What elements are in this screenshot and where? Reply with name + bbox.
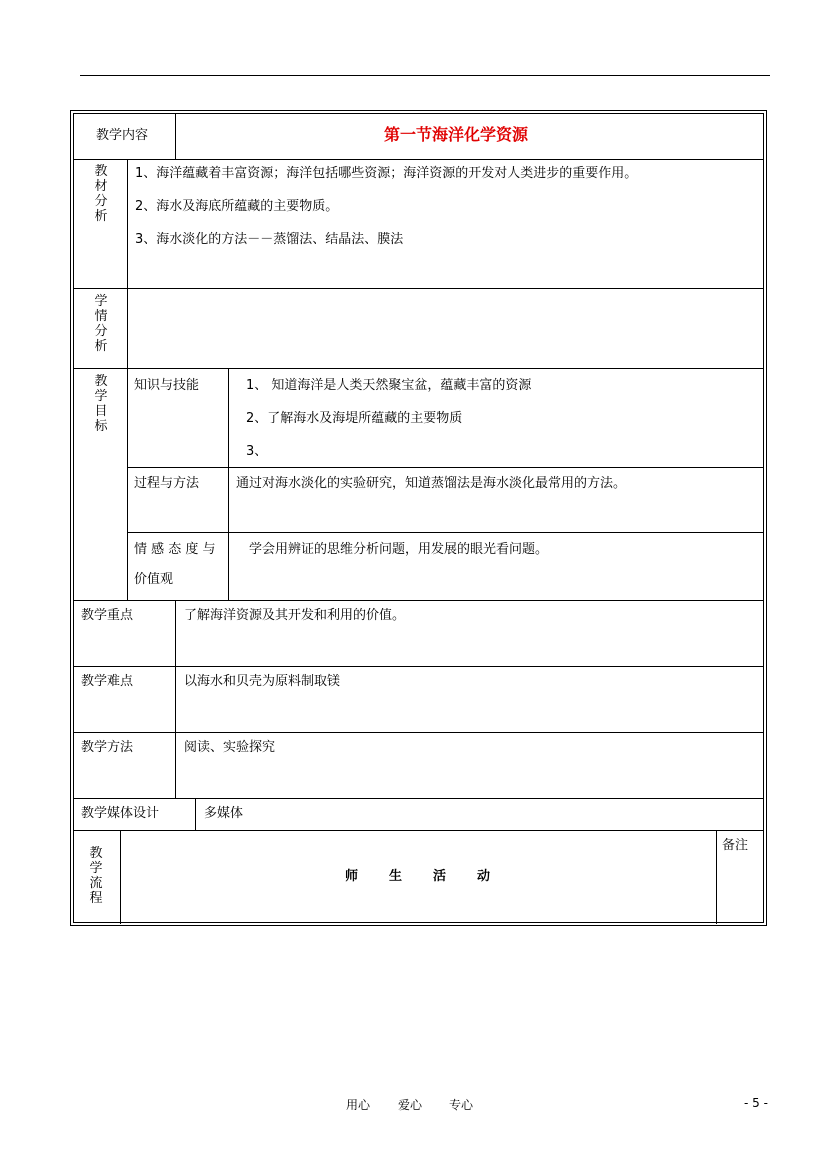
methods-label: 教学方法: [81, 740, 134, 755]
emotion-text: 学会用辨证的思维分析问题，用发展的眼光看问题。: [249, 542, 549, 557]
learner-label: 学情分析: [94, 294, 108, 354]
divider: [74, 600, 763, 601]
difficulties-text: 以海水和贝壳为原料制取镁: [184, 674, 341, 689]
divider: [74, 830, 763, 831]
flow-label: 教学流程: [89, 846, 103, 906]
media-label: 教学媒体设计: [81, 806, 160, 821]
divider: [74, 159, 763, 160]
divider: [127, 288, 128, 368]
activity-char-4: 动: [477, 869, 491, 884]
activity-char-3: 活: [433, 869, 447, 884]
knowledge-line-2: 2、了解海水及海堤所蕴藏的主要物质: [246, 411, 463, 426]
emotion-label-2: 价值观: [134, 572, 174, 587]
divider: [74, 666, 763, 667]
goals-label: 教学目标: [94, 374, 108, 434]
analysis-label: 教材分析: [94, 164, 108, 224]
divider: [74, 732, 763, 733]
divider: [175, 732, 176, 798]
analysis-line-1: 1、海洋蕴藏着丰富资源；海洋包括哪些资源；海洋资源的开发对人类进步的重要作用。: [135, 166, 638, 181]
process-text: 通过对海水淡化的实验研究，知道蒸馏法是海水淡化最常用的方法。: [236, 476, 627, 491]
media-text: 多媒体: [204, 806, 244, 821]
footer-item-2: 爱心: [398, 1098, 423, 1112]
activity-char-1: 师: [345, 869, 359, 884]
divider: [127, 532, 763, 533]
divider: [74, 368, 763, 369]
analysis-line-2: 2、海水及海底所蕴藏的主要物质。: [135, 199, 339, 214]
divider: [175, 600, 176, 666]
divider: [120, 830, 121, 924]
page-number: - 5 -: [744, 1096, 768, 1110]
emotion-label-1: 情 感 态 度 与: [134, 542, 216, 557]
divider: [74, 288, 763, 289]
knowledge-line-1: 1、 知道海洋是人类天然聚宝盆，蕴藏丰富的资源: [246, 378, 532, 393]
header-rule: [80, 75, 770, 76]
key-points-label: 教学重点: [81, 608, 134, 623]
divider: [175, 114, 176, 159]
divider: [175, 666, 176, 732]
difficulties-label: 教学难点: [81, 674, 134, 689]
lesson-plan-inner: [73, 113, 764, 923]
divider: [127, 368, 128, 600]
divider: [195, 798, 196, 830]
divider: [716, 830, 717, 924]
divider: [127, 159, 128, 288]
footer-item-1: 用心: [346, 1098, 371, 1112]
lesson-plan-table: [70, 110, 767, 926]
analysis-line-3: 3、海水淡化的方法－－蒸馏法、结晶法、膜法: [135, 232, 404, 247]
knowledge-label: 知识与技能: [134, 378, 200, 393]
activity-char-2: 生: [389, 869, 403, 884]
footer-item-3: 专心: [449, 1098, 474, 1112]
divider: [74, 798, 763, 799]
divider: [228, 368, 229, 600]
divider: [127, 467, 763, 468]
knowledge-line-3: 3、: [246, 444, 268, 459]
key-points-text: 了解海洋资源及其开发和利用的价值。: [184, 608, 406, 623]
process-label: 过程与方法: [134, 476, 200, 491]
notes-label: 备注: [722, 838, 749, 853]
lesson-title: 第一节海洋化学资源: [384, 125, 529, 144]
methods-text: 阅读、实验探究: [184, 740, 276, 755]
content-label: 教学内容: [96, 128, 149, 143]
